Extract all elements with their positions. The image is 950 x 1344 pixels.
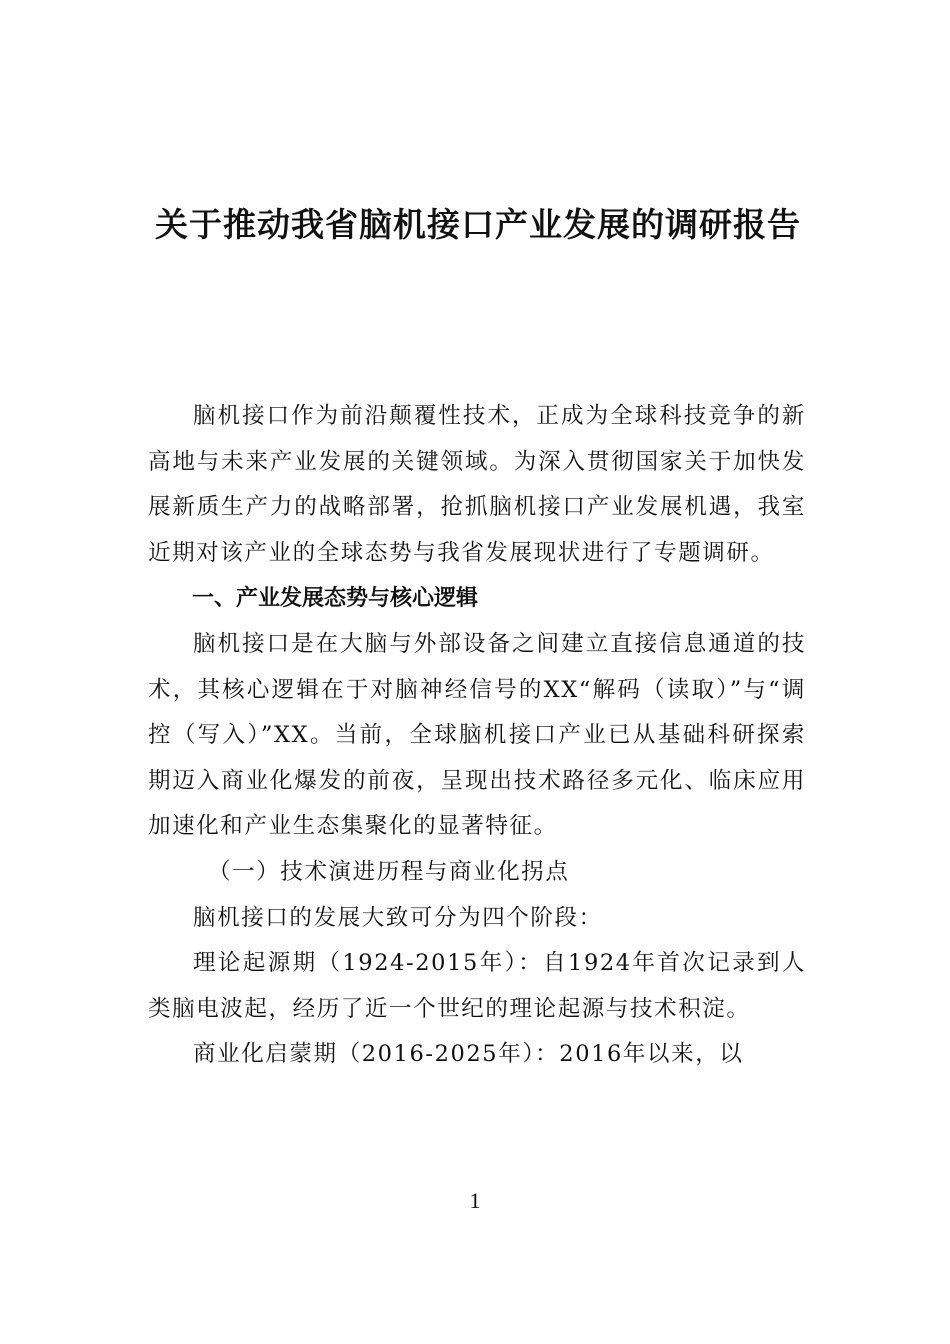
stage-2-paragraph: 商业化启蒙期（2016-2025年）：2016年以来，以 <box>193 1041 744 1068</box>
intro-paragraph: 脑机接口作为前沿颠覆性技术，正成为全球科技竞争的新高地与未来产业发展的关键领域。为深入贯彻国家关于加快发展新质生产力的战略部署，抢抓脑机接口产业发展机遇，我室近期对该产业的全球态势与我省发展现状进行了专题调研。 <box>148 403 806 566</box>
document-title: 关于推动我省脑机接口产业发展的调研报告 <box>155 205 801 244</box>
stage-1-paragraph: 理论起源期（1924-2015年）：自1924年首次记录到人类脑电波起，经历了近一个世纪的理论起源与技术积淀。 <box>148 950 806 1022</box>
section-heading-1: 一、产业发展态势与核心逻辑 <box>192 586 479 612</box>
stages-intro-paragraph: 脑机接口的发展大致可分为四个阶段： <box>193 904 603 931</box>
section-1-paragraph: 脑机接口是在大脑与外部设备之间建立直接信息通道的技术，其核心逻辑在于对脑神经信号的XX“解码（读取）”与“调控（写入）”XX。当前，全球脑机接口产业已从基础科研探索期迈入商业化爆发的前夜，呈现出技术路径多元化、临床应用加速化和产业生态集聚化的显著特征。 <box>148 630 806 840</box>
subsection-heading-1: （一）技术演进历程与商业化拐点 <box>208 858 570 885</box>
document-body <box>148 394 806 1078</box>
page-number: 1 <box>469 1188 481 1213</box>
